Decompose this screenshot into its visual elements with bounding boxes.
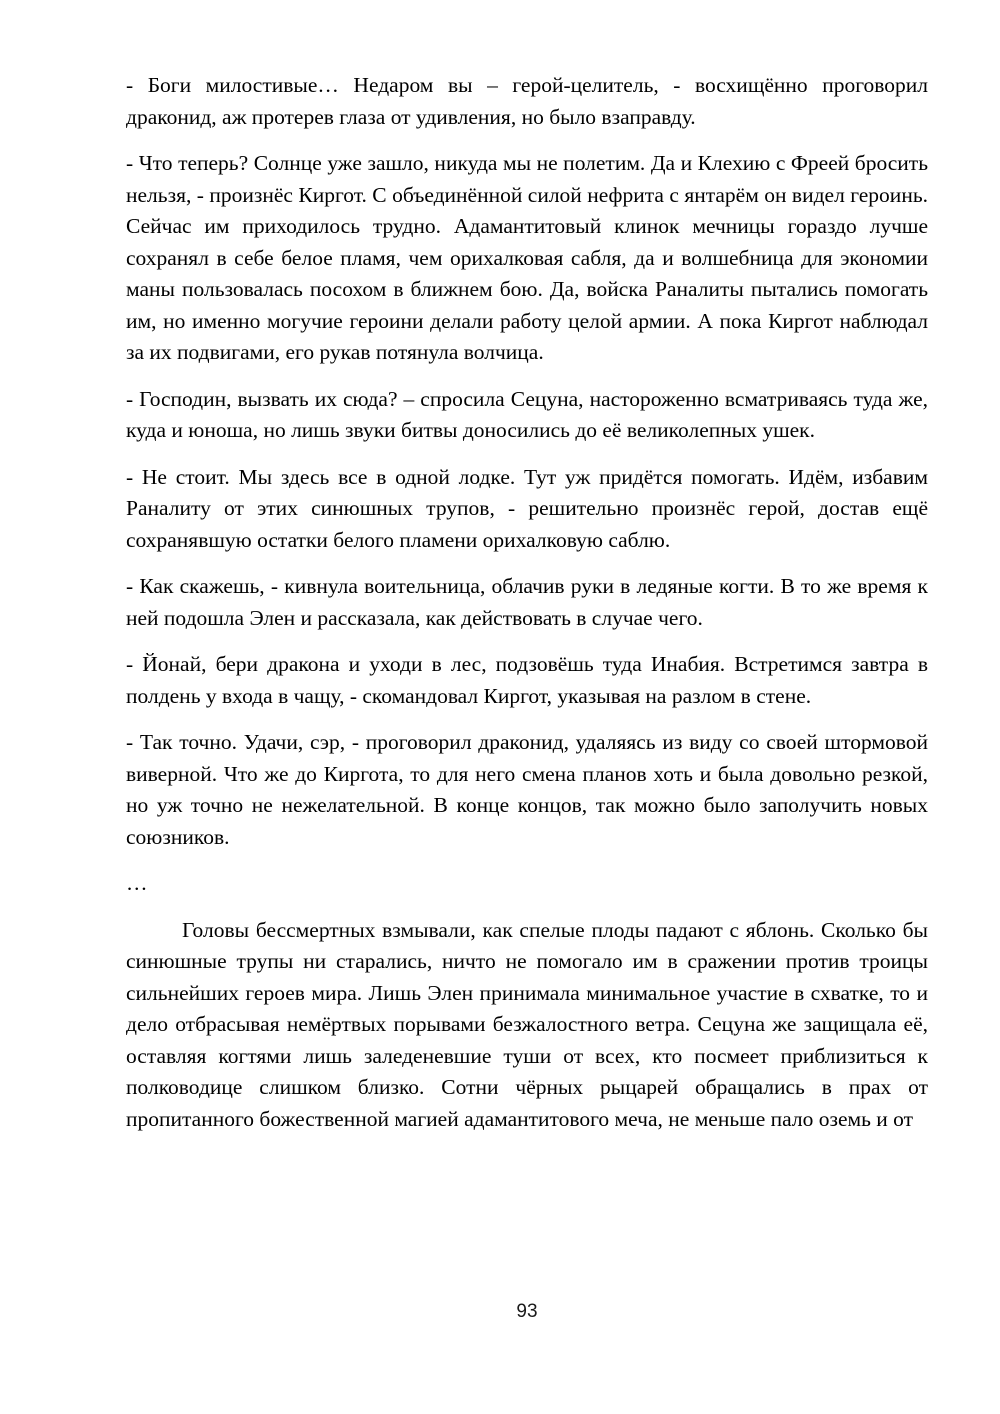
paragraph-dialogue-1: - Боги милостивые… Недаром вы – герой-целитель, - восхищённо проговорил драконид, аж протерев глаза от удивления, но было взаправду. xyxy=(126,73,928,129)
paragraph-dialogue-3: - Господин, вызвать их сюда? – спросила Сецуна, настороженно всматриваясь туда же, куда и юноша, но лишь звуки битвы доносились до её великолепных ушек. xyxy=(126,386,928,442)
paragraph-ellipsis-break: … xyxy=(126,871,148,895)
paragraph-dialogue-7: - Так точно. Удачи, сэр, - проговорил драконид, удаляясь из виду со своей штормовой виверной. Что же до Киргота, то для него смена планов хоть и была довольно резкой, но уж точно не нежелательной. В конце концов, так можно было заполучить новых союзников. xyxy=(126,730,928,849)
page-text-column xyxy=(126,70,928,1150)
paragraph-narrative: Головы бессмертных взмывали, как спелые плоды падают с яблонь. Сколько бы синюшные трупы ни старались, ничто не помогало им в сражении против троицы сильнейших героев мира. Лишь Элен принимала минимальное участие в схватке, то и дело отбрасывая немёртвых порывами безжалостного ветра. Сецуна же защищала её, оставляя когтями лишь заледеневшие туши от всех, кто посмеет приблизиться к полководице слишком близко. Сотни чёрных рыцарей обращались в прах от пропитанного божественной магией адамантитового меча, не меньше пало оземь и от xyxy=(126,917,928,1131)
paragraph-dialogue-2: - Что теперь? Солнце уже зашло, никуда мы не полетим. Да и Клехию с Фреей бросить нельзя, - произнёс Киргот. С объединённой силой нефрита с янтарём он видел героинь. Сейчас им приходилось трудно. Адамантитовый клинок мечницы гораздо лучше сохранял в себе белое пламя, чем орихалковая сабля, да и волшебница для экономии маны пользовалась посохом в ближнем бою. Да, войска Раналиты пытались помогать им, но именно могучие героини делали работу целой армии. А пока Киргот наблюдал за их подвигами, его рукав потянула волчица. xyxy=(126,151,928,364)
paragraph-dialogue-4: - Не стоит. Мы здесь все в одной лодке. Тут уж придётся помогать. Идём, избавим Раналиту от этих синюшных трупов, - решительно произнёс герой, достав ещё сохранявшую остатки белого пламени орихалковую саблю. xyxy=(126,464,928,552)
paragraph-dialogue-5: - Как скажешь, - кивнула воительница, облачив руки в ледяные когти. В то же время к ней подошла Элен и рассказала, как действовать в случае чего. xyxy=(126,574,928,630)
paragraph-dialogue-6: - Йонай, бери дракона и уходи в лес, подзовёшь туда Инабия. Встретимся завтра в полдень у входа в чащу, - скомандовал Киргот, указывая на разлом в стене. xyxy=(126,652,928,708)
page-number: 93 xyxy=(516,1301,538,1322)
